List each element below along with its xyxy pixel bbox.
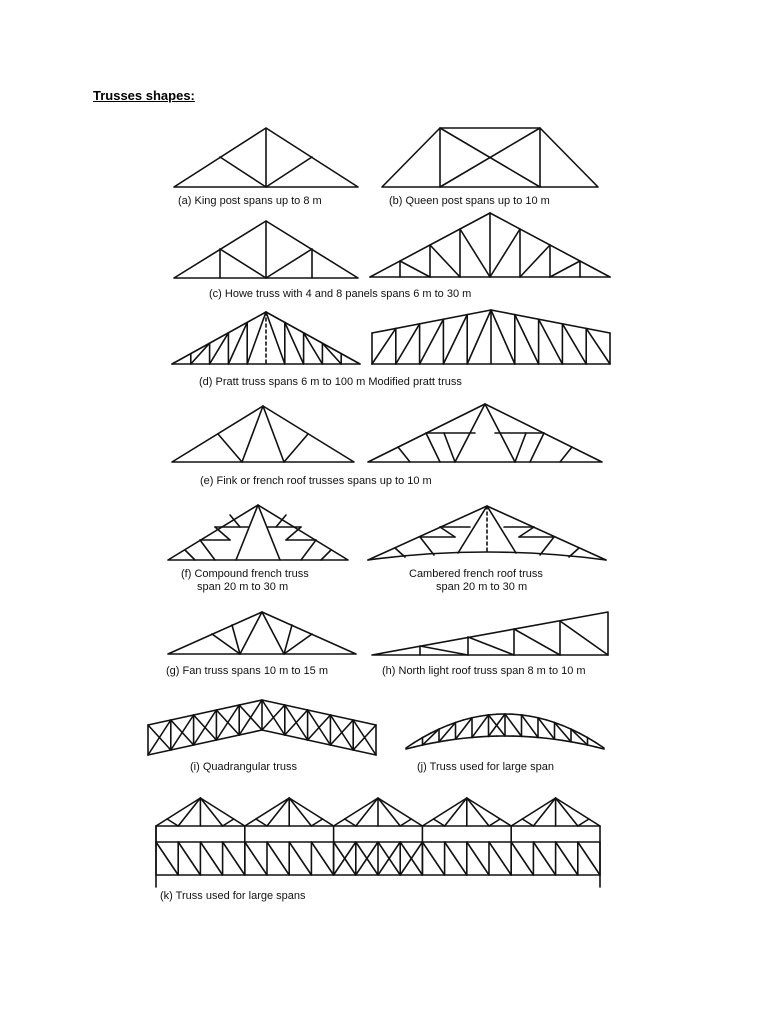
caption-c: (c) Howe truss with 4 and 8 panels spans 6 m to 30 m [209, 288, 472, 300]
truss-queen-post [382, 128, 598, 187]
truss-multi-bay-large-span [156, 798, 600, 887]
caption-g: (g) Fan truss spans 10 m to 15 m [166, 665, 329, 677]
truss-king-post [174, 128, 358, 187]
caption-f-line1: (f) Compound french truss [181, 568, 309, 580]
truss-arched-large-span [406, 714, 604, 749]
truss-fan [168, 612, 356, 654]
caption-e: (e) Fink or french roof trusses spans up to 10 m [200, 475, 432, 487]
caption-i: (i) Quadrangular truss [190, 761, 297, 773]
truss-modified-pratt [372, 310, 610, 364]
caption-k: (k) Truss used for large spans [160, 890, 306, 902]
caption-j: (j) Truss used for large span [417, 761, 554, 773]
caption-f-line3: Cambered french roof truss [409, 568, 543, 580]
truss-cambered-french [368, 506, 606, 560]
truss-french-roof [368, 404, 602, 462]
caption-f-line4: span 20 m to 30 m [436, 581, 528, 593]
caption-h: (h) North light roof truss span 8 m to 10 m [382, 665, 586, 677]
truss-howe-4-panel [174, 221, 358, 278]
truss-north-light [372, 612, 608, 655]
truss-quadrangular [148, 700, 376, 755]
caption-a: (a) King post spans up to 8 m [178, 195, 322, 207]
caption-f-line2: span 20 m to 30 m [197, 581, 289, 593]
truss-fink [172, 406, 354, 462]
truss-compound-french [168, 505, 348, 560]
truss-howe-8-panel [370, 213, 610, 277]
truss-pratt [172, 312, 360, 364]
caption-d: (d) Pratt truss spans 6 m to 100 m Modified pratt truss [199, 376, 462, 388]
caption-b: (b) Queen post spans up to 10 m [389, 195, 550, 207]
page-heading: Trusses shapes: [93, 88, 195, 103]
